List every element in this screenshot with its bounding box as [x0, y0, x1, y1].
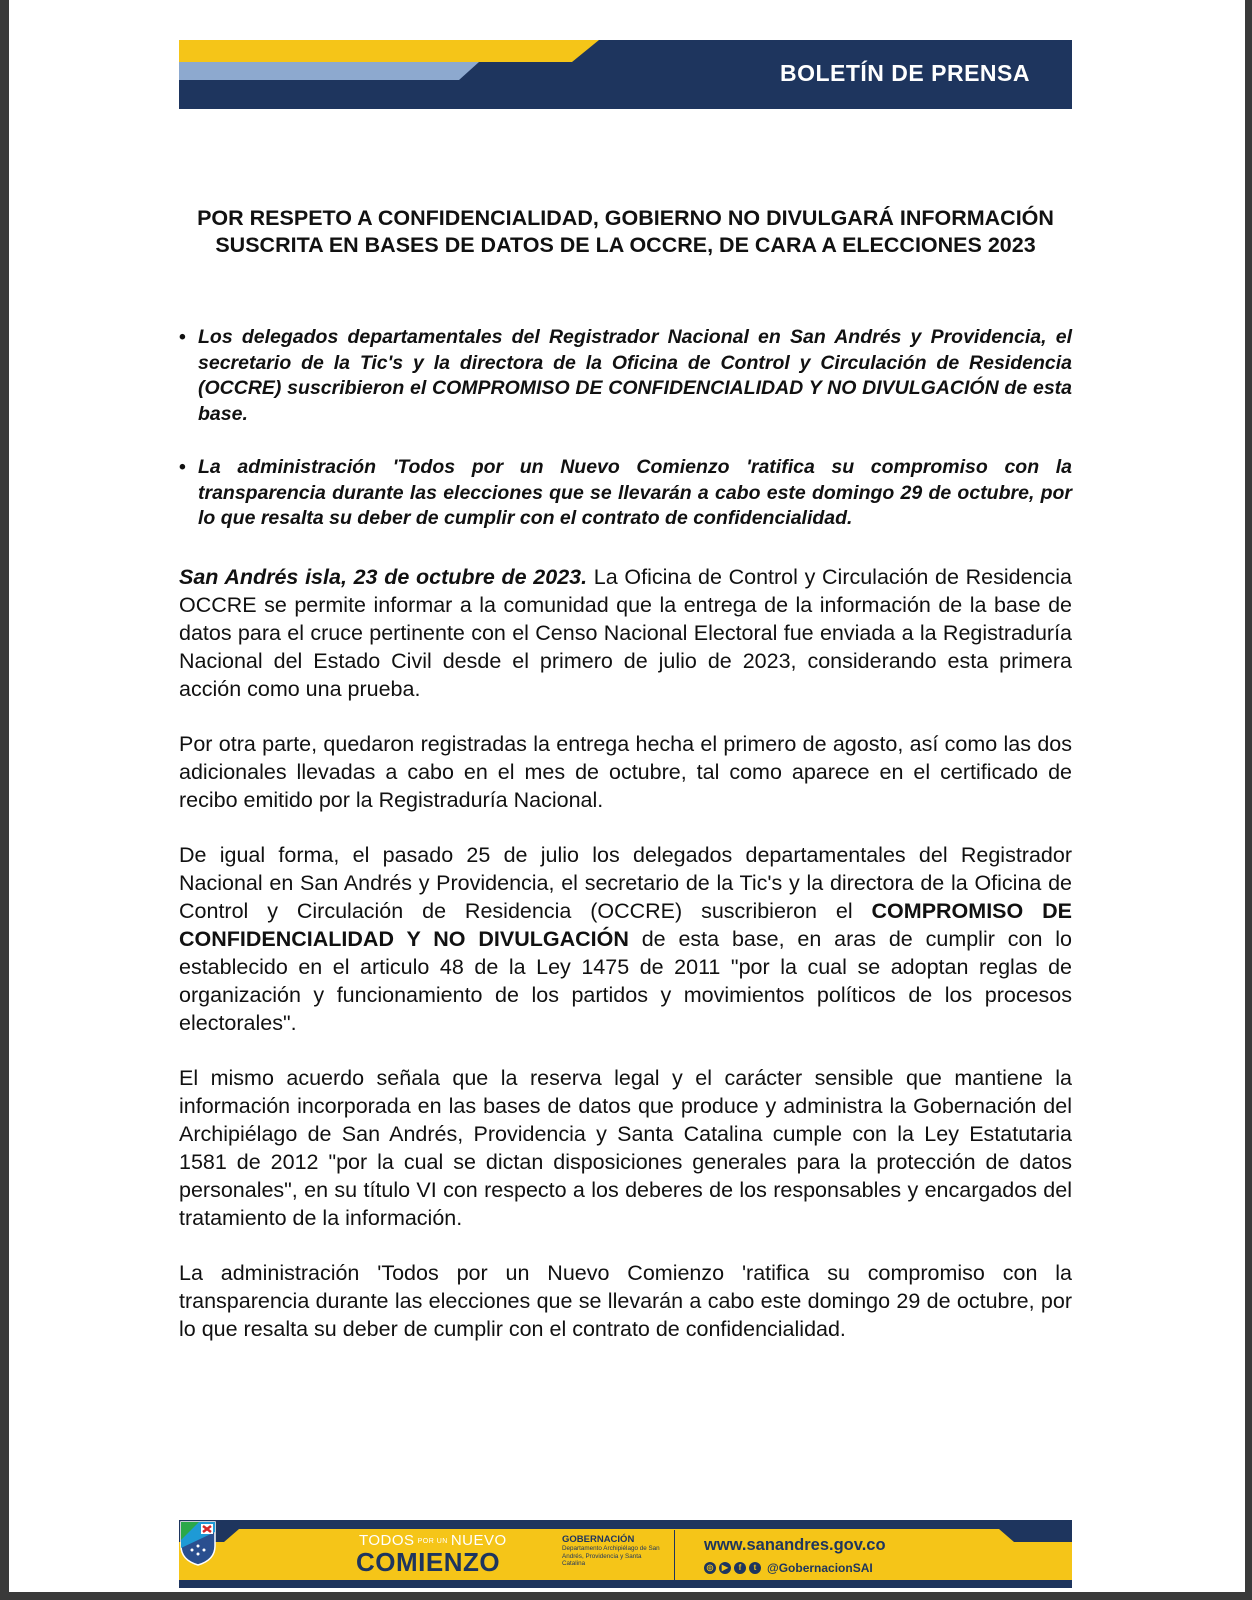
paragraph-3 — [179, 841, 1072, 1037]
list-item — [179, 455, 1072, 532]
page-frame-left — [0, 0, 9, 1600]
bullet-text: La administración 'Todos por un Nuevo Comienzo 'ratifica su compromiso con la transparencia durante las elecciones que se llevarán a cabo este domingo 29 de octubre, por lo que resalta su deber de cumplir con el contrato de confidencialidad. — [198, 456, 1072, 529]
logo-comienzo: COMIENZO — [356, 1547, 501, 1577]
paragraph-text: De igual forma, el pasado 25 de julio los delegados departamentales del Registrador Nacional en San Andrés y Providencia, el secretario de la Tic's y la directora de la Oficina de Control y Circulación de Residencia (OCCRE) suscribieron el — [179, 843, 1072, 923]
highlights-list — [179, 325, 1072, 532]
logo-text-small: POR UN — [417, 1537, 448, 1545]
twitter-icon[interactable]: t — [749, 1562, 761, 1574]
dateline: San Andrés isla, 23 de octubre de 2023. — [179, 565, 588, 589]
list-item — [179, 325, 1072, 427]
page-frame-right — [1245, 0, 1252, 1600]
press-release-body — [179, 563, 1072, 1370]
paragraph-5: La administración 'Todos por un Nuevo Comienzo 'ratifica su compromiso con la transparencia durante las elecciones que se llevarán a cabo este domingo 29 de octubre, por lo que resalta su deber de cumplir con el contrato de confidencialidad. — [179, 1261, 1072, 1341]
social-links — [704, 1561, 873, 1575]
bullet-icon: • — [179, 326, 186, 348]
governorate-title: GOBERNACIÓN — [562, 1534, 635, 1545]
facebook-icon[interactable]: f — [734, 1562, 746, 1574]
footer-banner — [179, 1520, 1072, 1588]
governorate-subtitle: Departamento Archipiélago de San Andrés, Providencia y Santa Catalina — [562, 1545, 660, 1567]
footer-divider — [674, 1530, 675, 1580]
youtube-icon[interactable]: ▶ — [719, 1562, 731, 1574]
governorate-logo-text — [562, 1534, 662, 1568]
header-banner — [179, 40, 1072, 109]
paragraph-4: El mismo acuerdo señala que la reserva legal y el carácter sensible que mantiene la información incorporada en las bases de datos que produce y administra la Gobernación del Archipiélago de San Andrés, Providencia y Santa Catalina cumple con la Ley Estatutaria 1581 de 2012 "por la cual se dictan disposiciones generales para la protección de datos personales", en su título VI con respecto a los deberes de los responsables y encargados del tratamiento de la información. — [179, 1066, 1072, 1230]
coat-of-arms-icon — [179, 1520, 217, 1566]
press-release-title: POR RESPETO A CONFIDENCIALIDAD, GOBIERNO NO DIVULGARÁ INFORMACIÓN SUSCRITA EN BASES DE DATOS DE LA OCCRE, DE CARA A ELECCIONES 2023 — [197, 206, 1054, 257]
instagram-icon[interactable]: ◎ — [704, 1562, 716, 1574]
logo-text: TODOS — [359, 1532, 415, 1549]
logo-text: NUEVO — [450, 1532, 507, 1549]
page-frame-bottom — [0, 1592, 1252, 1600]
bullet-icon: • — [179, 456, 186, 478]
paragraph-1 — [179, 563, 1072, 703]
website-link[interactable]: www.sanandres.gov.co — [704, 1536, 886, 1554]
bullet-text: Los delegados departamentales del Registrador Nacional en San Andrés y Providencia, el secretario de la Tic's y la directora de la Oficina de Control y Circulación de Residencia (OCCRE) suscribieron el COMPROMISO DE CONFIDENCIALIDAD Y NO DIVULGACIÓN de esta base. — [198, 326, 1072, 425]
paragraph-emphasis: COMPROMISO DE CONFIDENCIALIDAD Y NO DIVULGACIÓN — [179, 899, 1072, 951]
bulletin-title: BOLETÍN DE PRENSA — [779, 60, 1030, 86]
paragraph-text: de esta base, en aras de cumplir con lo establecido en el articulo 48 de la Ley 1475 de 2011 "por la cual se adoptan reglas de organización y funcionamiento de los partidos y movimientos políticos de los procesos electorales". — [179, 927, 1072, 1035]
paragraph-text: La Oficina de Control y Circulación de Residencia OCCRE se permite informar a la comunidad que la entrega de la información de la base de datos para el cruce pertinente con el Censo Nacional Electoral fue enviada a la Registraduría Nacional del Estado Civil desde el primero de julio de 2023, considerando esta primera acción como una prueba. — [179, 565, 1073, 701]
social-handle[interactable]: @GobernacionSAI — [767, 1561, 873, 1575]
paragraph-2: Por otra parte, quedaron registradas la entrega hecha el primero de agosto, así como las dos adicionales llevadas a cabo en el mes de octubre, tal como aparece en el certificado de recibo emitido por la Registraduría Nacional. — [179, 732, 1072, 812]
